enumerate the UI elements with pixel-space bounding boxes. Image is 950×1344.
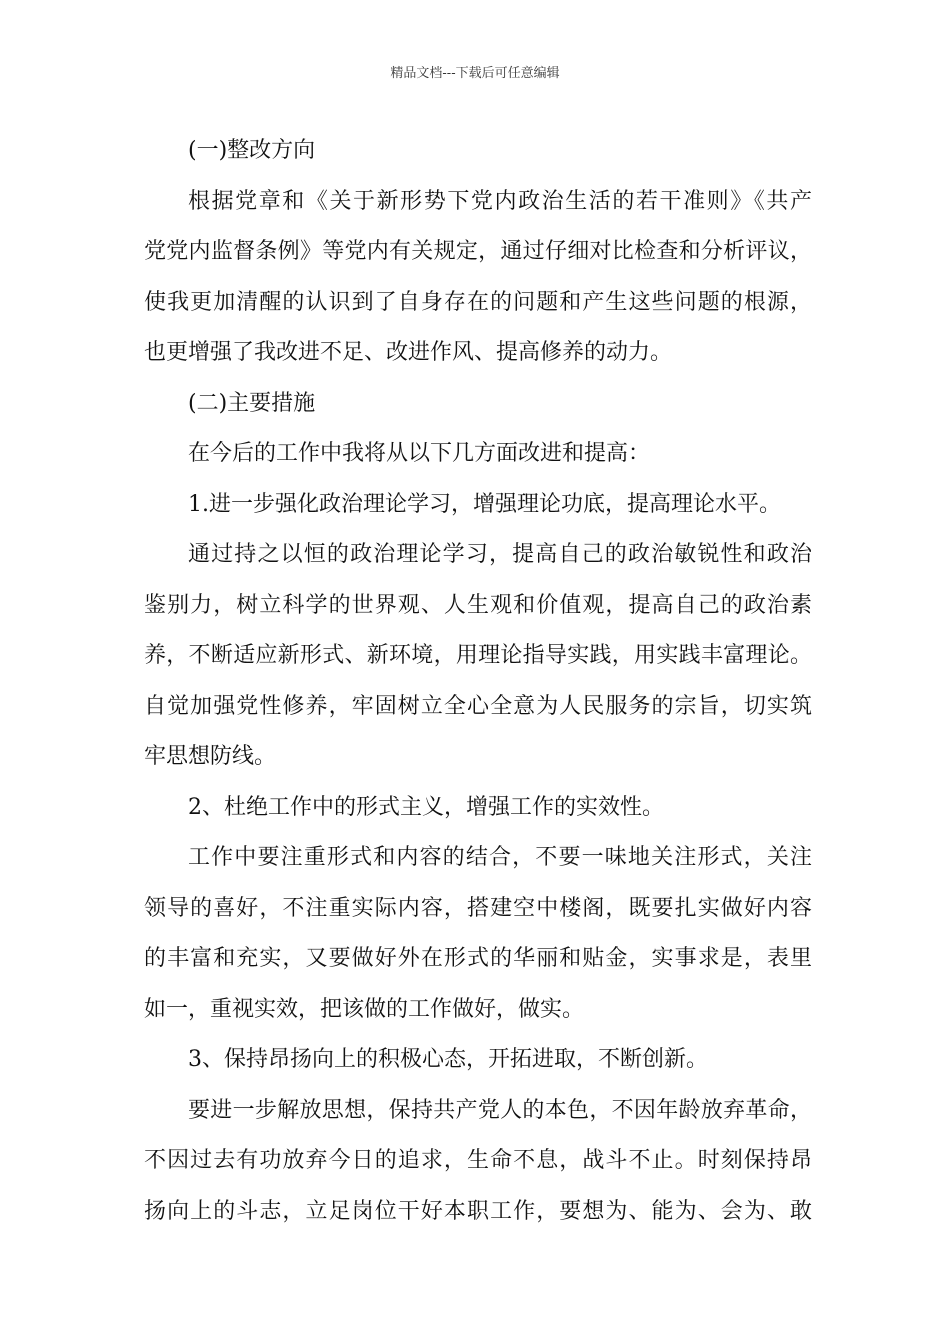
- paragraph-line: 通过持之以恒的政治理论学习，提高自己的政治敏锐性和政治: [188, 542, 812, 567]
- page-header: 精品文档---下载后可任意编辑: [390, 66, 560, 81]
- section-heading-rectification-direction: (一)整改方向: [188, 138, 316, 163]
- paragraph-line: 在今后的工作中我将从以下几方面改进和提高：: [188, 441, 651, 466]
- paragraph-line: 党党内监督条例》等党内有关规定，通过仔细对比检查和分析评议，: [144, 239, 812, 264]
- paragraph-line: 根据党章和《关于新形势下党内政治生活的若干准则》《共产: [188, 188, 812, 214]
- paragraph-line: 自觉加强党性修养，牢固树立全心全意为人民服务的宗旨，切实筑: [144, 693, 812, 719]
- paragraph-line: 牢思想防线。: [144, 744, 277, 769]
- document-body: [144, 132, 812, 1243]
- paragraph-line: 扬向上的斗志，立足岗位干好本职工作，要想为、能为、会为、敢: [144, 1198, 812, 1224]
- section-heading-main-measures: (二)主要措施: [188, 390, 316, 416]
- paragraph-line: 也更增强了我改进不足、改进作风、提高修养的动力。: [144, 340, 673, 365]
- paragraph-line: 工作中要注重形式和内容的结合，不要一味地关注形式，关注: [188, 845, 812, 870]
- measure-heading-1: 1.进一步强化政治理论学习，增强理论功底，提高理论水平。: [188, 491, 781, 517]
- measure-heading-2: 2、杜绝工作中的形式主义，增强工作的实效性。: [188, 794, 664, 820]
- paragraph-line: 使我更加清醒的认识到了自身存在的问题和产生这些问题的根源，: [144, 289, 812, 315]
- paragraph-line: 的丰富和充实，又要做好外在形式的华丽和贴金，实事求是，表里: [144, 946, 812, 971]
- paragraph-line: 养，不断适应新形式、新环境，用理论指导实践，用实践丰富理论。: [144, 643, 812, 668]
- paragraph-line: 鉴别力，树立科学的世界观、人生观和价值观，提高自己的政治素: [144, 592, 812, 618]
- measure-heading-3: 3、保持昂扬向上的积极心态，开拓进取，不断创新。: [188, 1047, 708, 1072]
- paragraph-line: 要进一步解放思想，保持共产党人的本色，不因年龄放弃革命，: [188, 1097, 812, 1123]
- paragraph-line: 领导的喜好，不注重实际内容，搭建空中楼阁，既要扎实做好内容: [144, 895, 812, 921]
- paragraph-line: 不因过去有功放弃今日的追求，生命不息，战斗不止。时刻保持昂: [144, 1148, 812, 1173]
- paragraph-line: 如一，重视实效，把该做的工作做好，做实。: [144, 996, 585, 1022]
